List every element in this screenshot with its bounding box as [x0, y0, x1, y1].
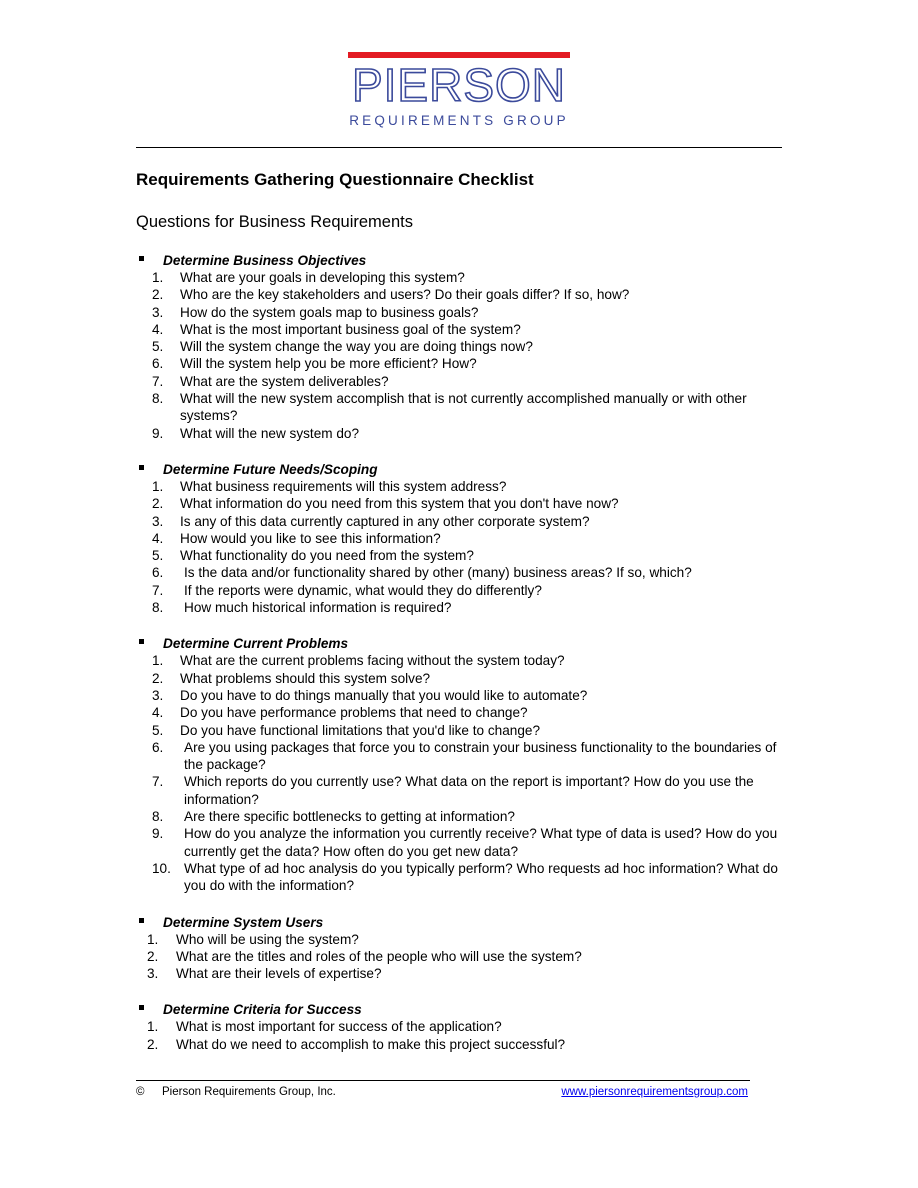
- question-number: 3.: [147, 966, 159, 982]
- section-heading-text: Determine Current Problems: [163, 636, 349, 652]
- footer-organization: Pierson Requirements Group, Inc.: [162, 1086, 336, 1098]
- question-item: [136, 390, 786, 425]
- section: [136, 252, 786, 442]
- footer-divider: [136, 1080, 750, 1081]
- question-number: 9.: [152, 826, 164, 842]
- question-number: 6.: [152, 565, 164, 581]
- question-item: [136, 773, 786, 808]
- question-text: What are your goals in developing this system?: [180, 270, 465, 285]
- question-item: [136, 513, 786, 530]
- page-title: Requirements Gathering Questionnaire Checklist: [136, 170, 534, 189]
- question-item: [136, 860, 786, 895]
- question-number: 6.: [152, 739, 164, 755]
- question-number: 7.: [152, 373, 164, 389]
- question-number: 2.: [152, 287, 164, 303]
- question-item: [136, 722, 786, 739]
- question-text: Which reports do you currently use? What data on the report is important? How do you use the information?: [184, 774, 754, 807]
- question-item: [136, 599, 786, 616]
- square-bullet-icon: [139, 918, 144, 923]
- question-text: Do you have functional limitations that you'd like to change?: [180, 722, 541, 738]
- question-item: [136, 965, 786, 982]
- question-item: [136, 321, 786, 338]
- question-number: 1.: [152, 478, 164, 494]
- section-heading: [136, 914, 786, 931]
- question-text: What are the current problems facing without the system today?: [180, 653, 565, 669]
- question-item: [136, 338, 786, 355]
- question-text: Will the system change the way you are doing things now?: [180, 339, 533, 355]
- question-text: What are the titles and roles of the people who will use the system?: [176, 948, 582, 964]
- logo-subtitle: REQUIREMENTS GROUP: [349, 113, 569, 128]
- question-item: [136, 547, 786, 564]
- question-number: 2.: [147, 1036, 159, 1052]
- question-number: 1.: [147, 931, 159, 947]
- section: [136, 461, 786, 616]
- question-text: Are there specific bottlenecks to getting at information?: [184, 809, 515, 825]
- question-item: [136, 652, 786, 669]
- section-heading: [136, 461, 786, 478]
- question-item: [136, 478, 786, 495]
- square-bullet-icon: [139, 1005, 144, 1010]
- square-bullet-icon: [139, 256, 144, 261]
- question-item: [136, 286, 786, 303]
- question-text: Will the system help you be more efficient? How?: [180, 356, 477, 372]
- question-text: What is most important for success of the application?: [176, 1019, 502, 1035]
- question-item: [136, 825, 786, 860]
- question-item: [136, 355, 786, 372]
- question-text: What type of ad hoc analysis do you typically perform? Who requests ad hoc information? What do you do with the information?: [184, 860, 778, 894]
- question-item: [136, 495, 786, 512]
- section: [136, 635, 786, 894]
- question-text: What functionality do you need from the system?: [180, 548, 474, 564]
- question-item: [136, 948, 786, 965]
- question-text: What business requirements will this system address?: [180, 478, 507, 494]
- question-number: 7.: [152, 582, 164, 598]
- copyright-symbol: ©: [136, 1086, 145, 1098]
- question-item: [136, 1036, 786, 1053]
- question-item: [136, 373, 786, 390]
- question-item: [136, 687, 786, 704]
- logo-wordmark: PIERSON: [351, 59, 567, 111]
- question-text: How do the system goals map to business goals?: [180, 304, 479, 320]
- question-number: 8.: [152, 600, 164, 616]
- question-text: Who will be using the system?: [176, 931, 359, 947]
- question-text: How would you like to see this information?: [180, 530, 441, 546]
- question-number: 8.: [152, 809, 164, 825]
- section-heading: [136, 1001, 786, 1018]
- question-text: What information do you need from this system that you don't have now?: [180, 496, 619, 512]
- question-item: [136, 1018, 786, 1035]
- question-number: 7.: [152, 774, 164, 790]
- question-item: [136, 739, 786, 774]
- question-text: If the reports were dynamic, what would they do differently?: [184, 582, 542, 598]
- question-number: 1.: [152, 653, 164, 669]
- question-number: 3.: [152, 513, 164, 529]
- question-text: Is any of this data currently captured in any other corporate system?: [180, 513, 590, 529]
- section: [136, 914, 786, 983]
- question-number: 8.: [152, 391, 164, 407]
- question-number: 4.: [152, 321, 164, 337]
- question-text: What do we need to accomplish to make this project successful?: [176, 1036, 566, 1052]
- question-text: Who are the key stakeholders and users? Do their goals differ? If so, how?: [180, 287, 630, 303]
- section-heading-text: Determine Future Needs/Scoping: [163, 461, 378, 477]
- question-item: [136, 582, 786, 599]
- question-text: How much historical information is required?: [184, 600, 452, 616]
- question-text: Do you have to do things manually that you would like to automate?: [180, 687, 588, 703]
- question-text: Do you have performance problems that need to change?: [180, 705, 528, 721]
- question-item: [136, 530, 786, 547]
- question-text: What are their levels of expertise?: [176, 966, 382, 982]
- question-number: 1.: [147, 1019, 159, 1035]
- question-text: How do you analyze the information you currently receive? What type of data is used? How do you currently get the data? How often do you get new data?: [184, 826, 778, 859]
- question-text: Are you using packages that force you to constrain your business functionality to the boundaries of the package?: [184, 739, 777, 773]
- question-text: What will the new system accomplish that is not currently accomplished manually or with other systems?: [180, 391, 747, 424]
- section-heading-text: Determine Business Objectives: [163, 253, 367, 268]
- question-sections: [136, 252, 786, 1072]
- question-text: What problems should this system solve?: [180, 670, 431, 686]
- question-number: 3.: [152, 304, 164, 320]
- question-number: 4.: [152, 705, 164, 721]
- question-number: 2.: [152, 496, 164, 512]
- question-number: 6.: [152, 356, 164, 372]
- question-number: 4.: [152, 530, 164, 546]
- question-item: [136, 304, 786, 321]
- square-bullet-icon: [139, 465, 144, 470]
- question-text: Is the data and/or functionality shared by other (many) business areas? If so, which?: [184, 565, 692, 581]
- section: [136, 1001, 786, 1053]
- question-number: 2.: [147, 948, 159, 964]
- page-subtitle: Questions for Business Requirements: [136, 213, 413, 231]
- question-text: What will the new system do?: [180, 425, 360, 441]
- question-number: 1.: [152, 270, 164, 285]
- question-text: What is the most important business goal of the system?: [180, 321, 521, 337]
- question-number: 3.: [152, 687, 164, 703]
- question-number: 5.: [152, 722, 164, 738]
- section-heading-text: Determine System Users: [163, 914, 324, 930]
- question-item: [136, 564, 786, 581]
- question-item: [136, 931, 786, 948]
- question-item: [136, 704, 786, 721]
- pierson-logo: [348, 52, 570, 128]
- question-number: 2.: [152, 670, 164, 686]
- footer-website-link[interactable]: www.piersonrequirementsgroup.com: [561, 1086, 748, 1098]
- logo-red-bar: [348, 52, 570, 58]
- question-number: 5.: [152, 548, 164, 564]
- question-number: 10.: [152, 860, 171, 876]
- section-heading: [136, 635, 786, 652]
- question-item: [136, 269, 786, 286]
- header-divider: [136, 147, 782, 148]
- question-number: 9.: [152, 425, 164, 441]
- section-heading: [136, 252, 786, 269]
- question-item: [136, 425, 786, 442]
- question-item: [136, 808, 786, 825]
- question-item: [136, 670, 786, 687]
- section-heading-text: Determine Criteria for Success: [163, 1002, 362, 1018]
- question-number: 5.: [152, 339, 164, 355]
- question-text: What are the system deliverables?: [180, 373, 389, 389]
- square-bullet-icon: [139, 639, 144, 644]
